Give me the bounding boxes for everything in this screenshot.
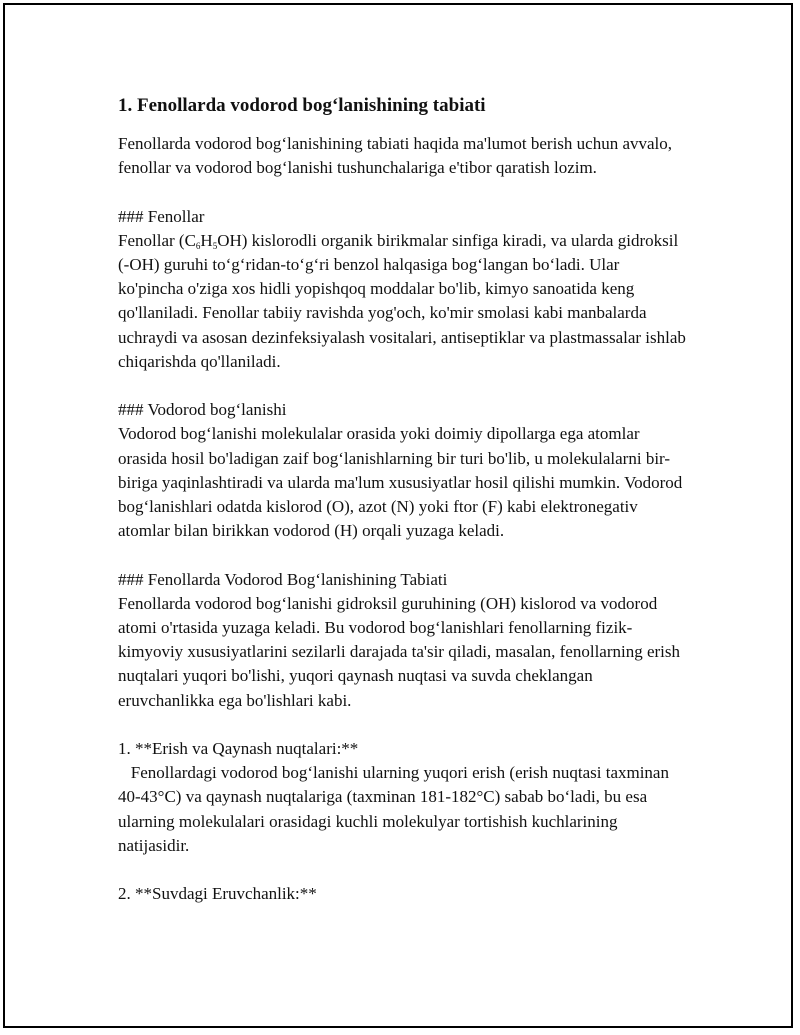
list-item-heading-1: 1. **Erish va Qaynash nuqtalari:**	[118, 739, 359, 759]
section-heading-vodorod: ### Vodorod bog‘lanishi	[118, 400, 287, 420]
section-text-vodorod: Vodorod bog‘lanishi molekulalar orasida yoki doimiy dipollarga ega atomlar orasida hosil bo'ladigan zaif bog‘lanishlarning bir turi bo'lib, u molekulalarni bir-biriga yaqinlashtiradi va ularda ma'lum xususiyatlar hosil qilishi mumkin. Vodorod bog‘lanishlari odatda kislorod (O), azot (N) yoki ftor (F) kabi elektronegativ atomlar bilan birikkan vodorod (H) orqali yuzaga keladi.	[118, 424, 687, 541]
paragraph-spacer	[118, 543, 688, 567]
section-text-fenollar	[118, 229, 691, 374]
paragraph-spacer	[118, 374, 688, 398]
paragraph-spacer	[118, 180, 688, 204]
intro-paragraph: Fenollarda vodorod bog‘lanishining tabiati haqida ma'lumot berish uchun avvalo, fenollar va vodorod bog‘lanishi tushunchalariga e'tibor qaratish lozim.	[118, 134, 677, 178]
fenollar-text-start: Fenollar (	[118, 230, 185, 250]
fenollar-text-end: ) kislorodli organik birikmalar sinfiga kiradi, va ularda gidroksil (-OH) guruhi to‘g‘ridan-to‘g‘ri benzol halqasiga bog‘langan bo‘ladi. Ular ko'pincha o'ziga xos hidli yopishqoq moddalar bo'lib, kimyo sanoatida keng qo'llaniladi. Fenollar tabiiy ravishda yog'och, ko'mir smolasi kabi manbalarda uchraydi va asosan dezinfeksiyalash vositalari, antiseptiklar va plastmassalar ishlab chiqarishda qo'llaniladi.	[118, 230, 691, 371]
document-title: 1. Fenollarda vodorod bog‘lanishining tabiati	[118, 95, 486, 116]
document-body	[118, 92, 691, 906]
list-item-text-1: Fenollardagi vodorod bog‘lanishi ularning yuqori erish (erish nuqtasi taxminan 40-43°C) va qaynash nuqtalariga (taxminan 181-182°C) sabab bo‘ladi, bu esa ularning molekulalari orasidagi kuchli molekulyar tortishish kuchlarining natijasidir.	[118, 763, 674, 855]
phenol-formula: $C_6H_5OH$	[184, 230, 242, 251]
paragraph-spacer	[118, 858, 688, 882]
section-heading-tabiati: ### Fenollarda Vodorod Bog‘lanishining Tabiati	[118, 569, 448, 589]
section-text-tabiati: Fenollarda vodorod bog‘lanishi gidroksil guruhining (OH) kislorod va vodorod atomi o'rtasida yuzaga keladi. Bu vodorod bog‘lanishlari fenollarning fizik-kimyoviy xususiyatlarini sezilarli darajada ta'sir qiladi, masalan, fenollarning erish nuqtalari yuqori bo'lishi, yuqori qaynash nuqtasi va suvda cheklangan eruvchanlikka ega bo'lishlari kabi.	[118, 593, 685, 710]
section-heading-fenollar: ### Fenollar	[118, 206, 205, 226]
list-item-heading-2: 2. **Suvdagi Eruvchanlik:**	[118, 884, 317, 904]
paragraph-spacer	[118, 713, 688, 737]
